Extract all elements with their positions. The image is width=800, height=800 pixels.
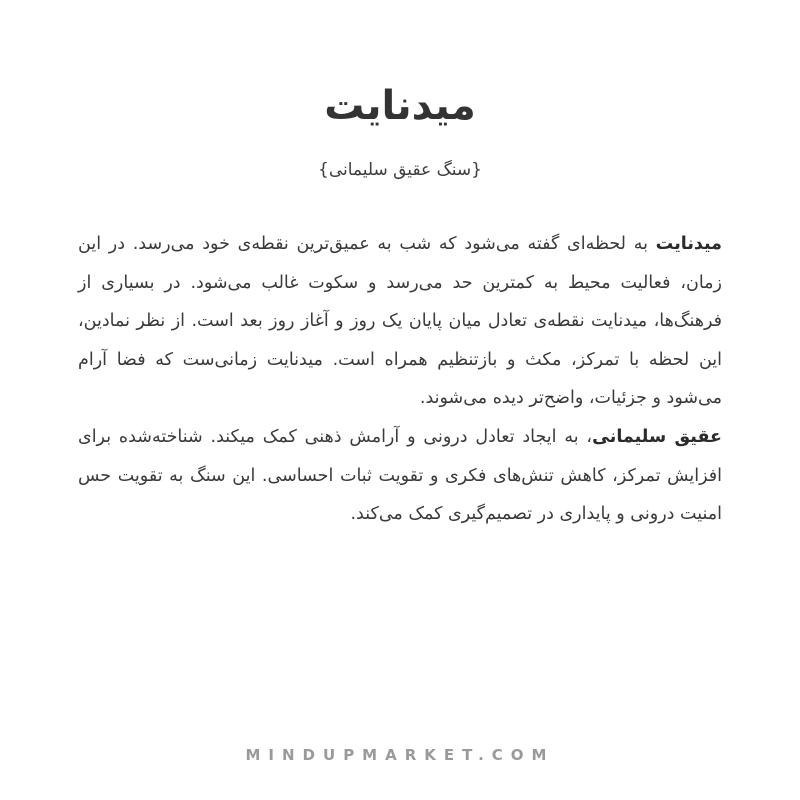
paragraph-agate-text: ، به ایجاد تعادل درونی و آرامش ذهنی کمک میکند. شناخته‌شده برای افزایش تمرکز، کاهش تنش‌های فکری و تقویت ثبات احساسی. این سنگ به تقویت حس امنیت درونی و پایداری در تصمیم‌گیری کمک می‌کند. <box>78 426 722 525</box>
paragraph-midnight-text: به لحظه‌ای گفته می‌شود که شب به عمیق‌ترین نقطه‌ی خود می‌رسد. در این زمان، فعالیت محیط به کمترین حد می‌رسد و سکوت غالب می‌شود. در بسیاری از فرهنگ‌ها، میدنایت نقطه‌ی تعادل میان پایان یک روز و آغاز روز بعد است. از نظر نمادین، این لحظه با تمرکز، مکث و بازتنظیم همراه است. میدنایت زمانی‌ست که فضا آرام می‌شود و جزئیات، واضح‌تر دیده می‌شوند. <box>78 234 722 409</box>
paragraph-agate-lead: عقیق سلیمانی <box>592 426 722 447</box>
page-title: میدنایت <box>324 83 476 129</box>
body-text <box>78 225 722 534</box>
paragraph-agate <box>78 418 722 534</box>
footer-brand: MINDUPMARKET.COM <box>245 746 555 764</box>
page-subtitle: {سنگ عقیق سلیمانی} <box>318 160 482 180</box>
paragraph-midnight-lead: میدنایت <box>655 234 722 254</box>
paragraph-midnight <box>78 225 722 418</box>
